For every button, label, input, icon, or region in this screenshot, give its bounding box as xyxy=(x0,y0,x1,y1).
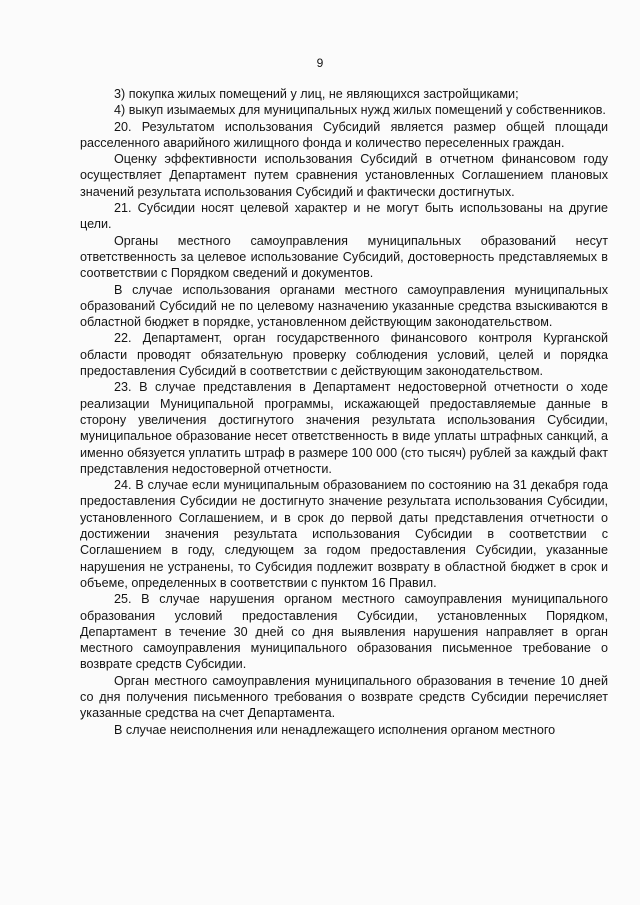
paragraph-refund: Орган местного самоуправления муниципального образования в течение 10 дней со дня получения письменного требования о возврате средств Субсидии перечисляет указанные средства на счет Департамента. xyxy=(80,673,608,721)
document-body xyxy=(80,86,608,738)
paragraph-responsibility: Органы местного самоуправления муниципальных образований несут ответственность за целевое использование Субсидий, достоверность представляемых в соответствии с Порядком сведений и документов. xyxy=(80,233,608,281)
paragraph-clause-22: 22. Департамент, орган государственного финансового контроля Курганской области проводят обязательную проверку соблюдения условий, целей и порядка предоставления Субсидий в соответствии с действующим законодательством. xyxy=(80,331,608,379)
paragraph-nonfulfillment: В случае неисполнения или ненадлежащего исполнения органом местного xyxy=(114,722,556,737)
paragraph-clause-23: 23. В случае представления в Департамент недостоверной отчетности о ходе реализации Муниципальной программы, искажающей предоставляемые данные в сторону увеличения достигнутого значения результата использования Субсидии, муниципальное образование несет ответственность в виде уплаты штрафных санкций, а именно обязуется уплатить штраф в размере 100 000 (сто тысяч) рублей за каждый факт представления недостоверной отчетности. xyxy=(80,380,608,476)
paragraph-item-3: 3) покупка жилых помещений у лиц, не являющихся застройщиками; xyxy=(114,87,519,101)
page-number: 9 xyxy=(316,56,324,70)
paragraph-clause-20: 20. Результатом использования Субсидий является размер общей площади расселенного аварийного жилищного фонда и количество переселенных граждан. xyxy=(80,119,608,150)
paragraph-clause-24: 24. В случае если муниципальным образованием по состоянию на 31 декабря года предоставления Субсидии не достигнуто значение результата использования Субсидии, установленного Соглашением, и в срок до первой даты представления отчетности о достижении значения результата использования Субсидии в соответствии с Соглашением в году, следующем за годом предоставления Субсидии, указанные нарушения не устранены, то Субсидия подлежит возврату в областной бюджет в срок и объеме, определенных в соответствии с пунктом 16 Правил. xyxy=(80,478,608,590)
paragraph-clause-21: 21. Субсидии носят целевой характер и не могут быть использованы на другие цели. xyxy=(80,201,608,232)
paragraph-efficiency: Оценку эффективности использования Субсидий в отчетном финансовом году осуществляет Департамент путем сравнения установленных Соглашением плановых значений результата использования Субсидий и фактически достигнутых. xyxy=(80,152,608,199)
paragraph-item-4: 4) выкуп изымаемых для муниципальных нужд жилых помещений у собственников. xyxy=(114,103,606,118)
paragraph-clause-25: 25. В случае нарушения органом местного самоуправления муниципального образования условий предоставления Субсидии, установленных Порядком, Департамент в течение 30 дней со дня выявления нарушения направляет в орган местного самоуправления муниципального образования письменное требование о возврате средств Субсидии. xyxy=(80,592,608,672)
paragraph-misuse: В случае использования органами местного самоуправления муниципальных образований Субсидий не по целевому назначению указанные средства взыскиваются в областной бюджет в порядке, установленном действующим законодательством. xyxy=(80,282,608,330)
